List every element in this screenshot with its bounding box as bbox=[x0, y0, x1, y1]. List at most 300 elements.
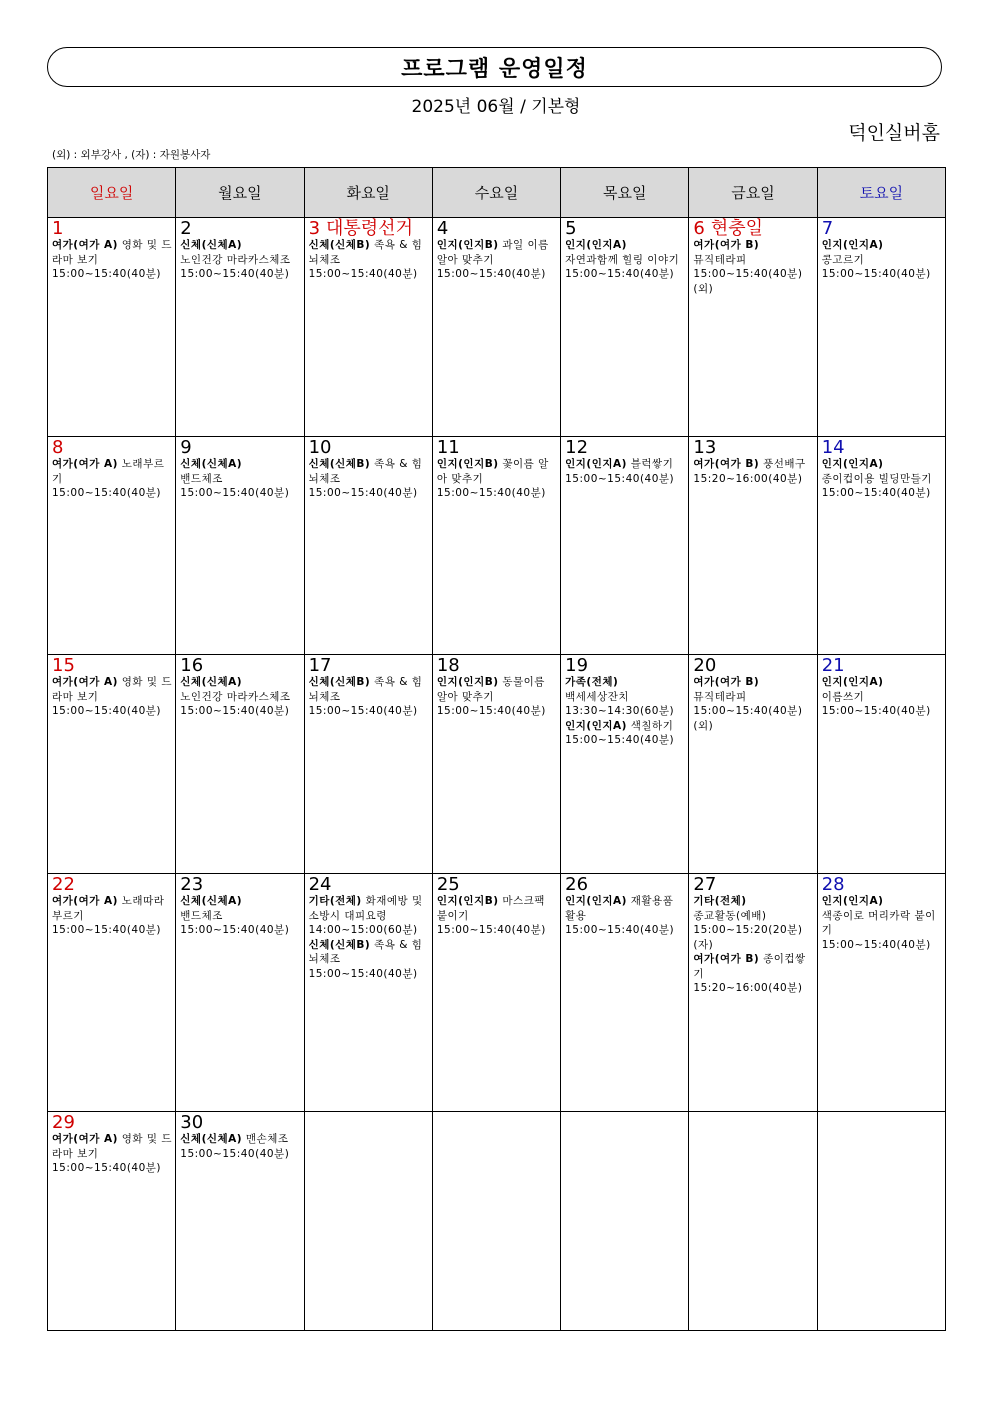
event-text: 15:20~16:00(40분) bbox=[693, 982, 803, 994]
event-line bbox=[309, 238, 429, 267]
day-cell bbox=[304, 874, 432, 1112]
day-number: 24 bbox=[308, 874, 332, 895]
event-category: 여가(여가 A) bbox=[52, 239, 118, 251]
day-number: 4 bbox=[436, 218, 449, 239]
event-line bbox=[437, 894, 557, 923]
day-number: 15 bbox=[52, 655, 75, 676]
event-line bbox=[52, 1161, 172, 1176]
event-category: 신체(신체A) bbox=[180, 676, 243, 688]
event-line bbox=[822, 486, 942, 501]
day-cell bbox=[561, 437, 689, 655]
day-cell bbox=[48, 874, 176, 1112]
day-number-line bbox=[437, 439, 557, 457]
event-line bbox=[52, 704, 172, 719]
event-line bbox=[822, 894, 942, 909]
event-list bbox=[309, 238, 429, 282]
event-list bbox=[822, 238, 942, 282]
day-cell bbox=[48, 655, 176, 874]
day-number-line bbox=[52, 1114, 172, 1132]
day-cell bbox=[432, 874, 560, 1112]
event-line bbox=[565, 923, 685, 938]
event-text: 마스크팩 붙이기 bbox=[436, 895, 545, 922]
day-number-line bbox=[309, 439, 429, 457]
weekday-header-mon: 월요일 bbox=[176, 168, 304, 218]
event-text: 영화 및 드라마 보기 bbox=[52, 239, 173, 266]
event-text: 종이컵이용 빌딩만들기 bbox=[821, 472, 932, 485]
event-text: 15:00~15:40(40분) bbox=[436, 268, 546, 280]
day-number: 10 bbox=[308, 437, 332, 458]
event-text: 족욕 & 힘뇌체조 bbox=[308, 938, 423, 965]
event-text: 족욕 & 힘뇌체조 bbox=[308, 239, 423, 266]
event-list bbox=[52, 457, 172, 501]
event-text: 종교활동(예배) bbox=[693, 909, 767, 922]
day-number-line bbox=[822, 220, 942, 238]
day-cell bbox=[817, 1112, 945, 1331]
event-text: 15:00~15:40(40분) bbox=[308, 487, 418, 499]
day-cell bbox=[432, 218, 560, 437]
week-row bbox=[48, 437, 946, 655]
event-line bbox=[52, 486, 172, 501]
event-line bbox=[822, 938, 942, 953]
event-line bbox=[180, 675, 300, 690]
day-cell bbox=[689, 874, 817, 1112]
event-line bbox=[437, 267, 557, 282]
day-number-line bbox=[180, 657, 300, 675]
weekday-header-sat: 토요일 bbox=[817, 168, 945, 218]
event-text: 15:00~15:40(40분) bbox=[180, 487, 290, 499]
event-text: 뮤직테라피 bbox=[693, 690, 747, 703]
event-text: 15:00~15:40(40분) bbox=[180, 705, 290, 717]
event-list bbox=[693, 457, 813, 486]
event-category: 인지(인지A) bbox=[565, 458, 627, 470]
event-text: 노래부르기 bbox=[52, 458, 165, 485]
day-number-line bbox=[437, 876, 557, 894]
day-number: 12 bbox=[565, 437, 589, 458]
event-line bbox=[822, 238, 942, 253]
event-line bbox=[565, 457, 685, 472]
event-text: 동물이름 알아 맞추기 bbox=[436, 676, 545, 703]
event-line bbox=[52, 238, 172, 267]
day-number: 26 bbox=[565, 874, 589, 895]
event-line bbox=[565, 733, 685, 748]
event-line bbox=[565, 719, 685, 734]
day-number: 2 bbox=[180, 218, 192, 239]
event-line bbox=[822, 675, 942, 690]
event-list bbox=[437, 238, 557, 282]
day-cell bbox=[561, 1112, 689, 1331]
event-list bbox=[693, 675, 813, 733]
event-text: 이름쓰기 bbox=[821, 690, 865, 703]
event-category: 신체(신체B) bbox=[308, 938, 371, 951]
event-list bbox=[52, 675, 172, 719]
event-list bbox=[565, 675, 685, 748]
event-text: 풍선배구 bbox=[759, 458, 806, 470]
day-number-line bbox=[309, 657, 429, 675]
event-line bbox=[180, 267, 300, 282]
event-category: 인지(인지A) bbox=[565, 239, 627, 251]
day-number-line bbox=[180, 1114, 300, 1132]
event-text: 15:00~15:40(40분) bbox=[180, 924, 290, 936]
event-list bbox=[309, 457, 429, 501]
event-text: 15:00~15:40(40분) bbox=[565, 734, 675, 746]
event-text: 15:00~15:40(40분) bbox=[436, 924, 546, 936]
title-box bbox=[47, 47, 942, 87]
event-category: 신체(신체A) bbox=[180, 239, 243, 251]
day-number: 11 bbox=[436, 437, 460, 458]
event-list bbox=[437, 675, 557, 719]
event-text: 색종이로 머리카락 붙이기 bbox=[821, 909, 936, 936]
event-text: 15:00~15:40(40분) bbox=[308, 705, 418, 717]
event-category: 인지(인지A) bbox=[821, 895, 884, 907]
day-cell bbox=[432, 655, 560, 874]
event-category: 신체(신체A) bbox=[180, 1133, 243, 1145]
event-category: 인지(인지B) bbox=[436, 458, 499, 470]
day-number: 6 bbox=[693, 218, 705, 239]
organization-name: 덕인실버홈 bbox=[848, 122, 940, 144]
day-number-line bbox=[180, 439, 300, 457]
event-line bbox=[180, 704, 300, 719]
event-text: 15:00~15:40(40분) bbox=[180, 268, 290, 280]
event-text: 15:00~15:40(40분) bbox=[180, 1147, 290, 1160]
event-line bbox=[693, 952, 813, 981]
day-number: 27 bbox=[693, 874, 717, 895]
event-line bbox=[437, 238, 557, 267]
event-line bbox=[309, 675, 429, 704]
event-text: 영화 및 드라마 보기 bbox=[52, 676, 173, 703]
event-list bbox=[52, 1132, 172, 1176]
event-line bbox=[180, 457, 300, 472]
day-number: 9 bbox=[180, 437, 192, 458]
schedule-subtitle: 2025년 06월 / 기본형 bbox=[411, 97, 581, 117]
week-row bbox=[48, 655, 946, 874]
event-text: 백세세상잔치 bbox=[565, 690, 629, 703]
event-line bbox=[565, 253, 685, 268]
day-cell bbox=[817, 655, 945, 874]
event-text: 과일 이름 알아 맞추기 bbox=[436, 239, 549, 266]
event-list bbox=[565, 894, 685, 938]
event-line bbox=[565, 472, 685, 487]
day-cell bbox=[561, 874, 689, 1112]
day-cell bbox=[48, 1112, 176, 1331]
event-text: 15:00~15:40(40분) bbox=[436, 487, 546, 499]
day-number: 22 bbox=[52, 874, 75, 895]
event-line bbox=[309, 486, 429, 501]
event-text: 재활용품 활용 bbox=[565, 895, 674, 922]
day-number-line bbox=[437, 657, 557, 675]
event-line bbox=[437, 675, 557, 704]
event-category: 여가(여가 B) bbox=[693, 676, 760, 688]
event-text: 15:00~15:40(40분) bbox=[308, 967, 418, 980]
day-number: 8 bbox=[52, 437, 64, 458]
event-text: 밴드체조 bbox=[180, 909, 223, 922]
day-number-line bbox=[693, 220, 813, 238]
day-number: 16 bbox=[180, 655, 204, 676]
event-category: 신체(신체B) bbox=[308, 239, 371, 251]
event-category: 여가(여가 A) bbox=[52, 676, 118, 688]
event-line bbox=[437, 923, 557, 938]
day-number: 29 bbox=[52, 1112, 75, 1133]
event-text: 꽃이름 알아 맞추기 bbox=[436, 458, 549, 485]
day-cell bbox=[176, 874, 304, 1112]
day-number: 1 bbox=[52, 218, 64, 239]
event-line bbox=[52, 923, 172, 938]
event-list bbox=[437, 457, 557, 501]
event-text: 15:00~15:40(40분) bbox=[436, 705, 546, 717]
event-line bbox=[565, 238, 685, 253]
day-number: 17 bbox=[308, 655, 332, 676]
day-cell bbox=[689, 1112, 817, 1331]
event-text: 밴드체조 bbox=[180, 472, 223, 485]
day-number: 13 bbox=[693, 437, 717, 458]
event-text: 15:00~15:40(40분)(외) bbox=[693, 705, 803, 732]
event-line bbox=[822, 253, 942, 268]
event-list bbox=[180, 238, 300, 282]
day-cell bbox=[48, 437, 176, 655]
event-list bbox=[180, 894, 300, 938]
calendar-table bbox=[47, 167, 946, 1331]
event-text: 뮤직테라피 bbox=[693, 253, 747, 266]
event-line bbox=[693, 690, 813, 705]
day-cell bbox=[817, 874, 945, 1112]
event-line bbox=[693, 923, 813, 952]
event-line bbox=[693, 267, 813, 296]
day-number: 30 bbox=[180, 1112, 204, 1133]
day-number-line bbox=[309, 220, 429, 238]
event-line bbox=[309, 938, 429, 967]
day-number: 18 bbox=[436, 655, 460, 676]
event-line bbox=[309, 267, 429, 282]
day-cell bbox=[817, 437, 945, 655]
event-text: 화재예방 및 소방시 대피요령 bbox=[308, 895, 423, 922]
day-cell bbox=[176, 218, 304, 437]
day-number: 14 bbox=[821, 437, 845, 458]
day-number-line bbox=[693, 657, 813, 675]
day-number-line bbox=[693, 439, 813, 457]
event-line bbox=[180, 894, 300, 909]
event-text: 15:00~15:40(40분) bbox=[821, 487, 931, 499]
day-number: 20 bbox=[693, 655, 717, 676]
day-cell bbox=[689, 218, 817, 437]
event-line bbox=[52, 457, 172, 486]
event-list bbox=[693, 894, 813, 996]
day-number-line bbox=[52, 220, 172, 238]
event-category: 인지(인지B) bbox=[436, 239, 499, 251]
event-text: 맨손체조 bbox=[242, 1133, 289, 1145]
event-text: 15:00~15:40(40분) bbox=[565, 472, 675, 485]
day-cell bbox=[48, 218, 176, 437]
event-text: 14:00~15:00(60분) bbox=[308, 924, 418, 936]
event-category: 여가(여가 A) bbox=[52, 895, 118, 907]
event-category: 기타(전체) bbox=[308, 895, 362, 907]
event-list bbox=[180, 1132, 300, 1161]
week-row bbox=[48, 218, 946, 437]
day-cell bbox=[689, 437, 817, 655]
event-line bbox=[693, 981, 813, 996]
weekday-header-sun: 일요일 bbox=[48, 168, 176, 218]
event-category: 기타(전체) bbox=[693, 895, 747, 907]
calendar-body bbox=[48, 218, 946, 1331]
event-text: 족욕 & 힘뇌체조 bbox=[308, 458, 423, 485]
day-cell bbox=[304, 1112, 432, 1331]
day-cell bbox=[561, 655, 689, 874]
event-line bbox=[565, 704, 685, 719]
day-number-line bbox=[693, 876, 813, 894]
event-line bbox=[309, 704, 429, 719]
event-line bbox=[565, 894, 685, 923]
day-cell bbox=[432, 437, 560, 655]
event-list bbox=[693, 238, 813, 296]
event-line bbox=[693, 457, 813, 472]
week-row bbox=[48, 874, 946, 1112]
event-category: 여가(여가 A) bbox=[52, 1133, 118, 1145]
week-row bbox=[48, 1112, 946, 1331]
event-category: 인지(인지B) bbox=[436, 895, 499, 907]
event-line bbox=[822, 267, 942, 282]
day-cell bbox=[176, 1112, 304, 1331]
event-text: 종이컵쌓기 bbox=[693, 953, 806, 980]
event-text: 노인건강 마라카스체조 bbox=[180, 690, 291, 703]
event-line bbox=[693, 238, 813, 253]
event-line bbox=[180, 1132, 300, 1147]
event-line bbox=[693, 704, 813, 733]
day-cell bbox=[561, 218, 689, 437]
day-number-line bbox=[822, 439, 942, 457]
day-number-line bbox=[52, 439, 172, 457]
event-line bbox=[52, 675, 172, 704]
event-text: 족욕 & 힘뇌체조 bbox=[308, 676, 423, 703]
event-category: 인지(인지A) bbox=[821, 239, 884, 251]
day-number: 23 bbox=[180, 874, 204, 895]
event-line bbox=[565, 675, 685, 690]
event-list bbox=[52, 238, 172, 282]
holiday-label: 현충일 bbox=[710, 218, 764, 239]
weekday-header-row bbox=[48, 168, 946, 218]
event-text: 15:20~16:00(40분) bbox=[693, 472, 803, 485]
event-text: 15:00~15:20(20분)(자) bbox=[693, 924, 803, 951]
event-list bbox=[565, 457, 685, 486]
event-line bbox=[180, 253, 300, 268]
event-line bbox=[52, 267, 172, 282]
day-number-line bbox=[822, 876, 942, 894]
event-list bbox=[180, 457, 300, 501]
event-category: 인지(인지A) bbox=[821, 676, 884, 688]
event-category: 인지(인지A) bbox=[565, 719, 627, 732]
event-line bbox=[309, 894, 429, 923]
event-category: 여가(여가 B) bbox=[693, 239, 760, 251]
event-line bbox=[693, 472, 813, 487]
day-cell bbox=[304, 437, 432, 655]
event-text: 15:00~15:40(40분) bbox=[52, 1162, 162, 1174]
event-line bbox=[822, 909, 942, 938]
day-number-line bbox=[52, 657, 172, 675]
event-category: 인지(인지B) bbox=[436, 676, 499, 688]
event-text: 15:00~15:40(40분) bbox=[821, 705, 931, 717]
event-text: 15:00~15:40(40분) bbox=[52, 268, 162, 280]
day-cell bbox=[176, 437, 304, 655]
event-line bbox=[437, 704, 557, 719]
day-number-line bbox=[565, 876, 685, 894]
event-text: 노인건강 마라카스체조 bbox=[180, 253, 291, 266]
day-number: 7 bbox=[821, 218, 834, 239]
event-line bbox=[437, 486, 557, 501]
legend-note: (외) : 외부강사 , (자) : 자원봉사자 bbox=[52, 149, 211, 161]
weekday-header-thu: 목요일 bbox=[561, 168, 689, 218]
weekday-header-wed: 수요일 bbox=[432, 168, 560, 218]
event-category: 신체(신체B) bbox=[308, 458, 371, 470]
event-text: 자연과함께 힐링 이야기 bbox=[565, 253, 680, 266]
day-cell bbox=[304, 218, 432, 437]
weekday-header-fri: 금요일 bbox=[689, 168, 817, 218]
event-line bbox=[693, 253, 813, 268]
event-text: 15:00~15:40(40분) bbox=[52, 924, 162, 936]
day-number: 19 bbox=[565, 655, 589, 676]
day-cell bbox=[689, 655, 817, 874]
event-line bbox=[309, 967, 429, 982]
event-line bbox=[52, 1132, 172, 1161]
event-category: 인지(인지A) bbox=[565, 895, 627, 907]
day-number-line bbox=[565, 439, 685, 457]
day-number-line bbox=[565, 657, 685, 675]
day-cell bbox=[176, 655, 304, 874]
event-text: 15:00~15:40(40분) bbox=[52, 705, 162, 717]
day-number: 5 bbox=[565, 218, 577, 239]
day-number: 21 bbox=[821, 655, 845, 676]
event-list bbox=[309, 894, 429, 981]
day-number-line bbox=[52, 876, 172, 894]
event-line bbox=[693, 894, 813, 909]
event-line bbox=[693, 675, 813, 690]
event-line bbox=[437, 457, 557, 486]
event-line bbox=[52, 894, 172, 923]
day-number-line bbox=[309, 876, 429, 894]
event-text: 15:00~15:40(40분) bbox=[821, 268, 931, 280]
event-list bbox=[309, 675, 429, 719]
event-list bbox=[822, 675, 942, 719]
event-text: 블럭쌓기 bbox=[626, 458, 674, 470]
event-line bbox=[180, 472, 300, 487]
event-line bbox=[822, 690, 942, 705]
event-line bbox=[180, 486, 300, 501]
event-text: 15:00~15:40(40분) bbox=[52, 487, 162, 499]
event-line bbox=[180, 238, 300, 253]
event-text: 콩고르기 bbox=[821, 253, 865, 266]
day-number-line bbox=[180, 220, 300, 238]
event-line bbox=[309, 457, 429, 486]
event-category: 여가(여가 B) bbox=[693, 953, 760, 965]
event-list bbox=[822, 894, 942, 952]
event-list bbox=[822, 457, 942, 501]
event-text: 15:00~15:40(40분)(외) bbox=[693, 268, 803, 295]
event-line bbox=[822, 457, 942, 472]
event-category: 여가(여가 A) bbox=[52, 458, 118, 470]
day-number: 28 bbox=[821, 874, 845, 895]
day-cell bbox=[304, 655, 432, 874]
event-list bbox=[52, 894, 172, 938]
day-number-line bbox=[565, 220, 685, 238]
day-number: 3 bbox=[308, 218, 321, 239]
event-category: 여가(여가 B) bbox=[693, 458, 760, 470]
event-line bbox=[822, 472, 942, 487]
event-line bbox=[180, 909, 300, 924]
event-line bbox=[180, 923, 300, 938]
event-category: 신체(신체B) bbox=[308, 676, 371, 688]
day-number: 25 bbox=[436, 874, 460, 895]
day-number-line bbox=[180, 876, 300, 894]
event-text: 색칠하기 bbox=[626, 719, 674, 732]
event-line bbox=[180, 1147, 300, 1162]
event-line bbox=[180, 690, 300, 705]
day-cell bbox=[432, 1112, 560, 1331]
